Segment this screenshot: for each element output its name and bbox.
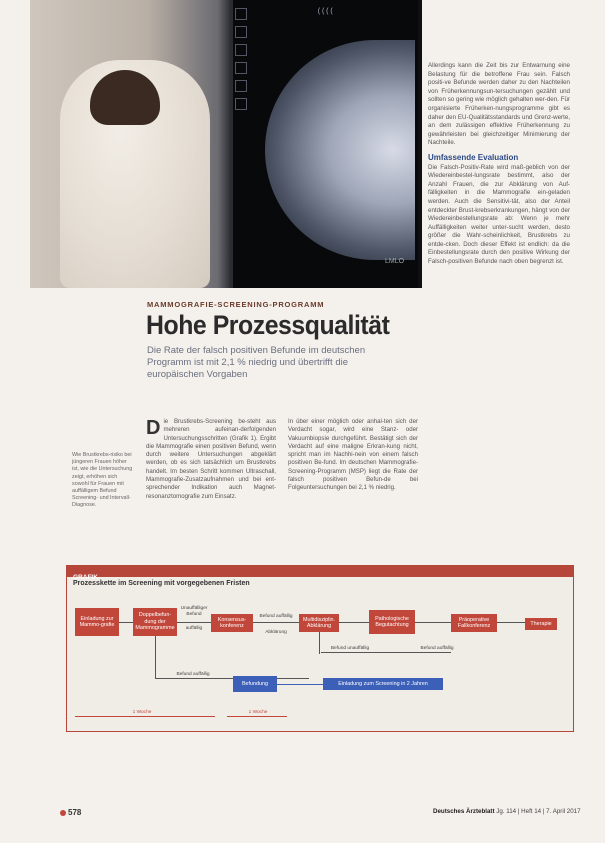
graphic-tag: GRAFIK [73,574,98,581]
page-marker-icon [60,810,66,816]
dropcap: D [146,417,161,439]
page-number-text: 578 [68,808,82,817]
arrow-6 [497,622,525,623]
graphic-title: Prozesskette im Screening mit vorgegebenen Fristen [73,580,250,587]
right-body-paragraph: Die Falsch-Positiv-Rate wird maß-geblich von der Wiedereinbestel-lungsrate bestimmt, also der Anzahl Frauen, die zur Abklärung von Auf-fälligkeiten in die Mammografie ein-geladen werden. Auch die Sensitivi-tät, also der Anteil entdeckter Brust-krebserkrankungen, hängt von der Wiedereinbestellungsrate ab: Wenn je mehr Auffälligkeiten weiter unter-sucht werden, desto größer die Wahr-scheinlichkeit, Brustkrebs zu entde-cken. Doch dieser Effekt ist endlich: da die Einbestellungsrate durch den positive Wirkung der Falsch-positiven Befunde nach oben begrenzt ist. [428,163,570,266]
box-pathologie: Pathologische Begutachtung [369,610,415,634]
col1-text: ie Brustkrebs-Screening be-steht aus mehreren aufeinan-derfolgenden Untersuchungsschritten (Grafik 1). Ergibt die Mammografie einen positiven Befund, wenn durch weitere Untersuchungen abgeklärt werden, ob es sich tatsächlich um Brustkrebs handelt. Im besten Schritt kommen Ultraschall, Mammografie-Zusatzaufnahmen und bei ent-sprechender Indikation auch Magnet-resonanztomografie zum Einsatz. [146,418,276,500]
right-subheading: Umfassende Evaluation [428,152,519,162]
right-top-paragraph: Allerdings kann die Zeit bis zur Entwarnung eine Belastung für die betroffene Frau sein. Falsch positi-ve Befunde werden daher zu den Nachteilen von Früherkennungsun-tersuchungen gezählt und sollten so gering wie möglich gehalten wer-den. Für organisierte Früherken-nungsprogramme gibt es daher den EU-Qualitätsstandards und Grenz-werte, an dem zulässigen effektive Früherkennung zu gewährleisten bei gleichzeitiger Minimierung der Nachteile. [428,62,570,147]
connector-left-across [155,678,309,679]
article-lead: Die Rate der falsch positiven Befunde im deutschen Programm ist mit 2,1 % niedrig und übertrifft die europäischen Vorgaben [147,345,366,380]
arrow-3 [253,622,299,623]
arrow-1 [119,622,133,623]
label-unauffaellig: Unauffälliger Befund [180,606,208,617]
body-column-1 [146,418,276,501]
box-screening-2-jahre: Einladung zum Screening in 2 Jahren [323,678,443,690]
arrow-blue [277,684,323,685]
frist-line-2 [227,716,287,717]
body-column-2: In über einer möglich oder anhal-ten sich der Verdacht sogar, wird eine Stanz- oder Vakuumbiopsie durchgeführt. Bestätigt sich der Verdacht auf eine maligne Erkran-kung nicht, spricht man im Nachhi-nein von einem falsch positiven Be-fund. Im deutschen Mammografie-Screening-Programm (MSP) liegt die Rate der falsch positiven Befun-de bei Folgeuntersuchungen bei 2,1 % niedrig. [288,418,418,492]
box-doppelbefundung: Doppelbefun-dung der Mammogramme [133,608,177,636]
page-number [60,808,81,817]
connector-horizontal [321,652,451,653]
connector-down [319,632,320,654]
box-fallkonferenz: Präoperative Fallkonferenz [451,614,497,632]
box-einladung: Einladung zur Mammo-grafie [75,608,119,636]
graphic-tag-bar [67,566,573,581]
footer-source [433,808,581,815]
label-befund-auffaellig-1: Befund auffällig [259,614,293,619]
sidenote-body: Wie Brustkrebs-risiko bei jüngeren Frauen höher ist, wie die Untersuchung zeigt, erhöhen sich sowohl für Frauen mit auffälligem Befund Screening- und Intervall-Diagnose. [72,452,133,509]
sidenote [72,452,134,510]
source-title: Deutsches Ärzteblatt [433,808,495,815]
article-kicker: MAMMOGRAFIE-SCREENING-PROGRAMM [147,300,325,309]
arrow-4 [339,622,369,623]
monitor-header-text: (((( [317,8,334,16]
frist-line-1 [75,716,215,717]
right-column-top [428,62,570,269]
label-befund-auffaellig-2: Befund auffällig [420,646,454,651]
process-graphic [66,565,574,732]
frist-label-1: 1 Woche [132,710,152,715]
monitor-toolbar [235,8,249,118]
box-konsensus: Konsensus-konferenz [211,614,253,632]
hero-photo [30,0,422,288]
label-abklaerung: Abklärung [265,630,287,635]
source-detail: Jg. 114 | Heft 14 | 7. April 2017 [496,808,581,815]
connector-left-down [155,636,156,678]
frist-label-2: 1 Woche [248,710,268,715]
box-therapie: Therapie [525,618,557,630]
label-auffaellig: auffällig [185,626,203,631]
arrow-2 [177,622,211,623]
arrow-5 [415,622,451,623]
monitor-label: LMLO [385,258,405,265]
box-befundung: Befundung [233,676,277,692]
article-headline: Hohe Prozessqualität [146,310,390,340]
label-befund-unauffaellig: Befund unauffällig [330,646,370,651]
label-befund-auffaellig-3: Befund auffällig [176,672,210,677]
box-abklaerung: Multidisziplin. Abklärung [299,614,339,632]
